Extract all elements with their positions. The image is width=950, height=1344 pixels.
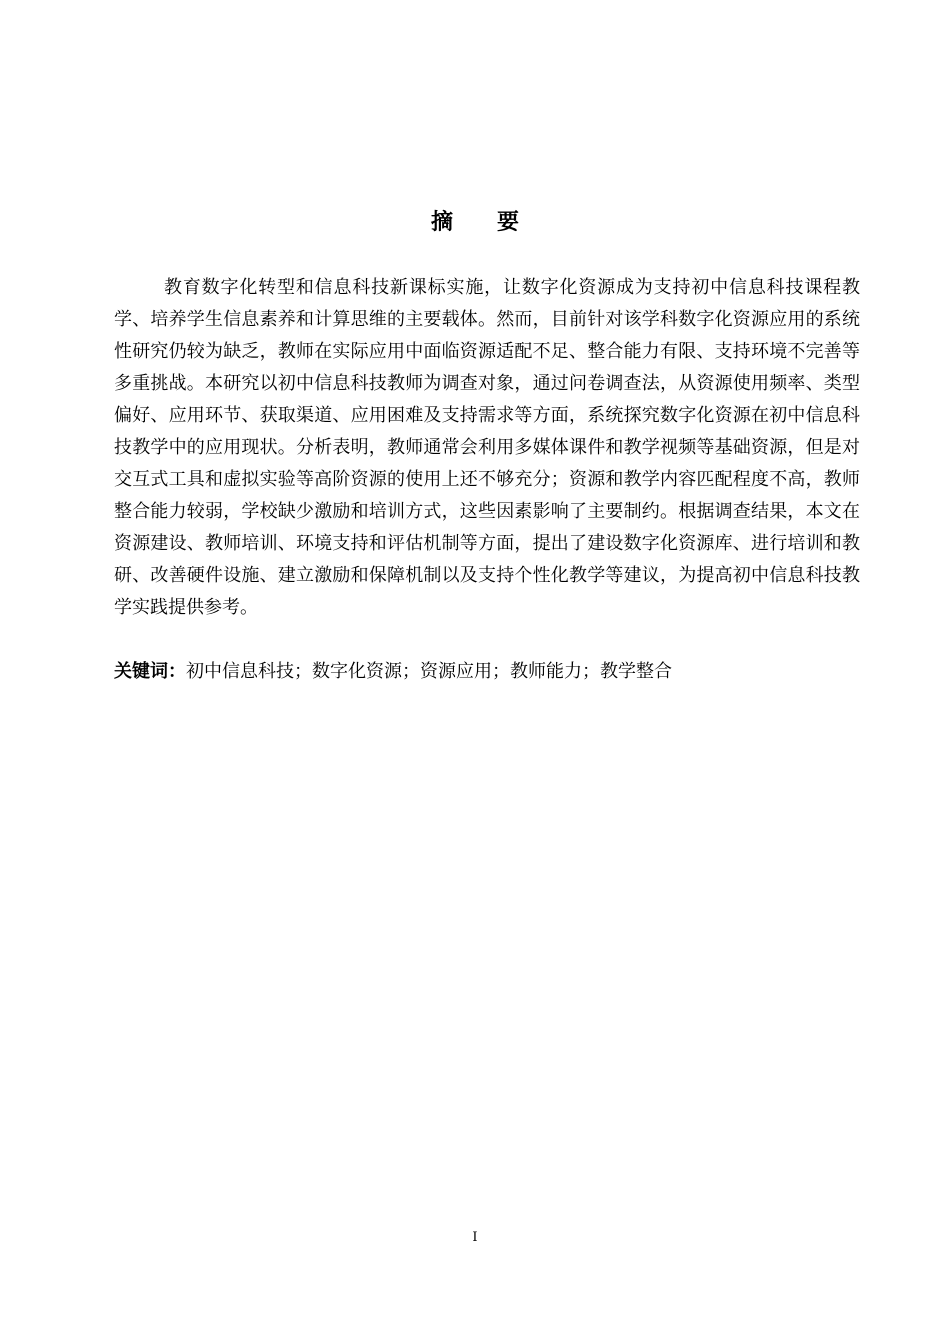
keywords-label: 关键词： (114, 661, 186, 682)
keywords-line (114, 656, 860, 688)
page-number: I (472, 1230, 478, 1245)
keywords-list: 初中信息科技；数字化资源；资源应用；教师能力；教学整合 (186, 661, 672, 682)
abstract-body: 教育数字化转型和信息科技新课标实施，让数字化资源成为支持初中信息科技课程教学、培养学生信息素养和计算思维的主要载体。然而，目前针对该学科数字化资源应用的系统性研究仍较为缺乏，教师在实际应用中面临资源适配不足、整合能力有限、支持环境不完善等多重挑战。本研究以初中信息科技教师为调查对象，通过问卷调查法，从资源使用频率、类型偏好、应用环节、获取渠道、应用困难及支持需求等方面，系统探究数字化资源在初中信息科技教学中的应用现状。分析表明，教师通常会利用多媒体课件和教学视频等基础资源，但是对交互式工具和虚拟实验等高阶资源的使用上还不够充分；资源和教学内容匹配程度不高，教师整合能力较弱，学校缺少激励和培训方式，这些因素影响了主要制约。根据调查结果，本文在资源建设、教师培训、环境支持和评估机制等方面，提出了建设数字化资源库、进行培训和教研、改善硬件设施、建立激励和保障机制以及支持个性化教学等建议，为提高初中信息科技教学实践提供参考。 (114, 277, 860, 618)
abstract-heading: 摘要 (430, 210, 563, 235)
